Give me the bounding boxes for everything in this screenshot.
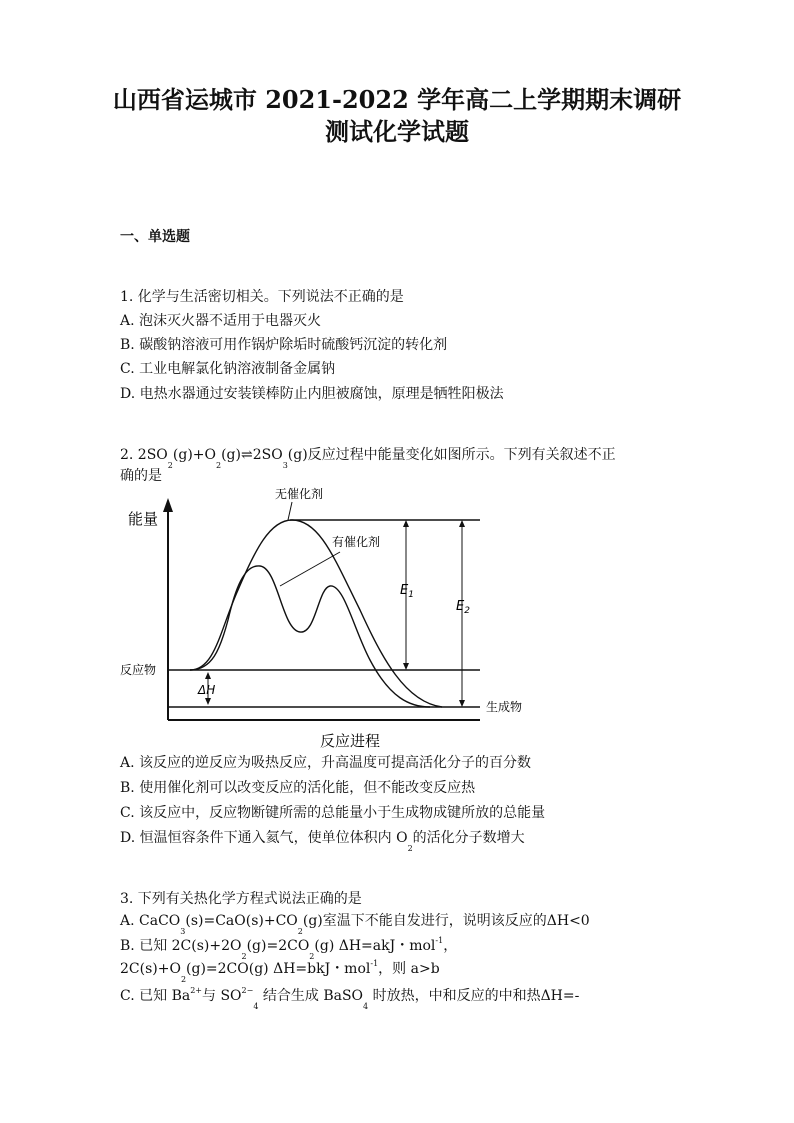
- question-2-option-a: A. 该反应的逆反应为吸热反应，升高温度可提高活化分子的百分数: [120, 755, 532, 771]
- q3-b-subscript: 2: [180, 975, 187, 984]
- q3-b-text: (g)=2CO(g) ΔH=bkJ・mol: [186, 961, 371, 977]
- document-title-line2: 测试化学试题: [325, 117, 469, 146]
- q3-a-subscript: 3: [180, 927, 186, 936]
- q3-b-text: (g) ΔH=akJ・mol: [314, 938, 436, 954]
- q3-b-text: B. 已知 2C(s)+2O: [120, 938, 242, 954]
- question-2-stem-line2: 确的是: [120, 468, 162, 484]
- q2-d-text: 的活化分子数增大: [412, 830, 525, 846]
- q3-a-text: (g)室温下不能自发进行，说明该反应的ΔH<0: [302, 913, 590, 929]
- question-2-stem: [120, 444, 616, 470]
- label-e2: $E_2$: [456, 599, 470, 616]
- q2-subscript: 2: [167, 461, 173, 470]
- q3-b-superscript: -1: [435, 936, 444, 945]
- q3-c-text: 时放热，中和反应的中和热ΔH=-: [368, 988, 580, 1004]
- label-reactant: 反应物: [120, 663, 157, 677]
- q2-d-text: D. 恒温恒容条件下通入氦气，使单位体积内 O: [120, 830, 408, 846]
- q3-a-subscript: 2: [297, 927, 303, 936]
- q3-c-superscript: 2+: [190, 986, 202, 995]
- catalyzed-curve: [190, 566, 430, 707]
- q3-b-subscript: 2: [241, 952, 247, 961]
- q3-c-superscript: 2−: [241, 986, 254, 995]
- q3-c-text: 与 SO: [202, 988, 242, 1004]
- dh-arrow-head: [205, 672, 211, 679]
- e1-arrow-head: [403, 663, 409, 670]
- question-3-option-b: [120, 935, 458, 961]
- question-3-option-b-line2: [120, 958, 440, 984]
- question-3-stem: 3. 下列有关热化学方程式说法正确的是: [120, 891, 362, 907]
- equilibrium-arrow: ⇌: [240, 447, 253, 463]
- e2-arrow-head: [459, 520, 465, 527]
- question-1-stem: 1. 化学与生活密切相关。下列说法不正确的是: [120, 289, 404, 305]
- q2-text: (g)反应过程中能量变化如图所示。下列有关叙述不正: [287, 447, 616, 463]
- label-product: 生成物: [486, 700, 523, 714]
- section-heading: 一、单选题: [120, 229, 190, 245]
- q3-a-text: A. CaCO: [120, 913, 181, 929]
- q2-d-subscript: 2: [407, 844, 413, 853]
- question-1-option-a: A. 泡沫灭火器不适用于电器灭火: [120, 313, 322, 329]
- e2-arrow-head: [459, 700, 465, 707]
- document-title-line1: 山西省运城市 2021-2022 学年高二上学期期末调研: [112, 85, 682, 114]
- q2-text: (g)+O: [172, 447, 216, 463]
- q3-b-text: (g)=2CO: [246, 938, 310, 954]
- q2-text: 2SO: [252, 447, 283, 463]
- q3-c-text: 结合生成 BaSO: [258, 988, 364, 1004]
- label-leader: [288, 502, 292, 520]
- q2-subscript: 3: [282, 461, 288, 470]
- y-axis-label: 能量: [128, 510, 159, 528]
- q2-text: 2. 2SO: [120, 447, 168, 463]
- question-3-option-c: [120, 985, 580, 1011]
- dh-arrow-head: [205, 698, 211, 705]
- x-axis-label: 反应进程: [320, 732, 381, 750]
- question-1-option-c: C. 工业电解氯化钠溶液制备金属钠: [120, 361, 336, 377]
- y-axis-arrow: [163, 498, 173, 512]
- label-catalyst: 有催化剂: [332, 535, 381, 549]
- question-1-option-d: D. 电热水器通过安装镁棒防止内胆被腐蚀，原理是牺牲阳极法: [120, 386, 504, 402]
- q3-b-superscript: -1: [370, 959, 379, 968]
- energy-diagram: [120, 480, 540, 750]
- q3-c-subscript: 4: [253, 1002, 259, 1011]
- label-no-catalyst: 无催化剂: [275, 487, 324, 501]
- q2-subscript: 2: [215, 461, 222, 470]
- q3-b-text: ，: [443, 938, 458, 954]
- q3-c-text: C. 已知 Ba: [120, 988, 191, 1004]
- q3-c-subscript: 4: [363, 1002, 369, 1011]
- q3-b-text: ，则 a>b: [378, 961, 440, 977]
- question-2-option-d: [120, 827, 525, 853]
- q3-a-text: (s)=CaO(s)+CO: [185, 913, 298, 929]
- label-dh: ΔH: [198, 683, 216, 697]
- q2-text: (g): [221, 447, 241, 463]
- q3-b-text: 2C(s)+O: [120, 961, 181, 977]
- question-1-option-b: B. 碳酸钠溶液可用作锅炉除垢时硫酸钙沉淀的转化剂: [120, 337, 448, 353]
- q3-b-subscript: 2: [309, 952, 315, 961]
- label-leader: [280, 552, 340, 586]
- question-2-option-b: B. 使用催化剂可以改变反应的活化能，但不能改变反应热: [120, 780, 476, 796]
- question-2-option-c: C. 该反应中，反应物断键所需的总能量小于生成物成键所放的总能量: [120, 805, 546, 821]
- label-e1: $E_1$: [400, 583, 414, 600]
- e1-arrow-head: [403, 520, 409, 527]
- question-3-option-a: [120, 910, 590, 936]
